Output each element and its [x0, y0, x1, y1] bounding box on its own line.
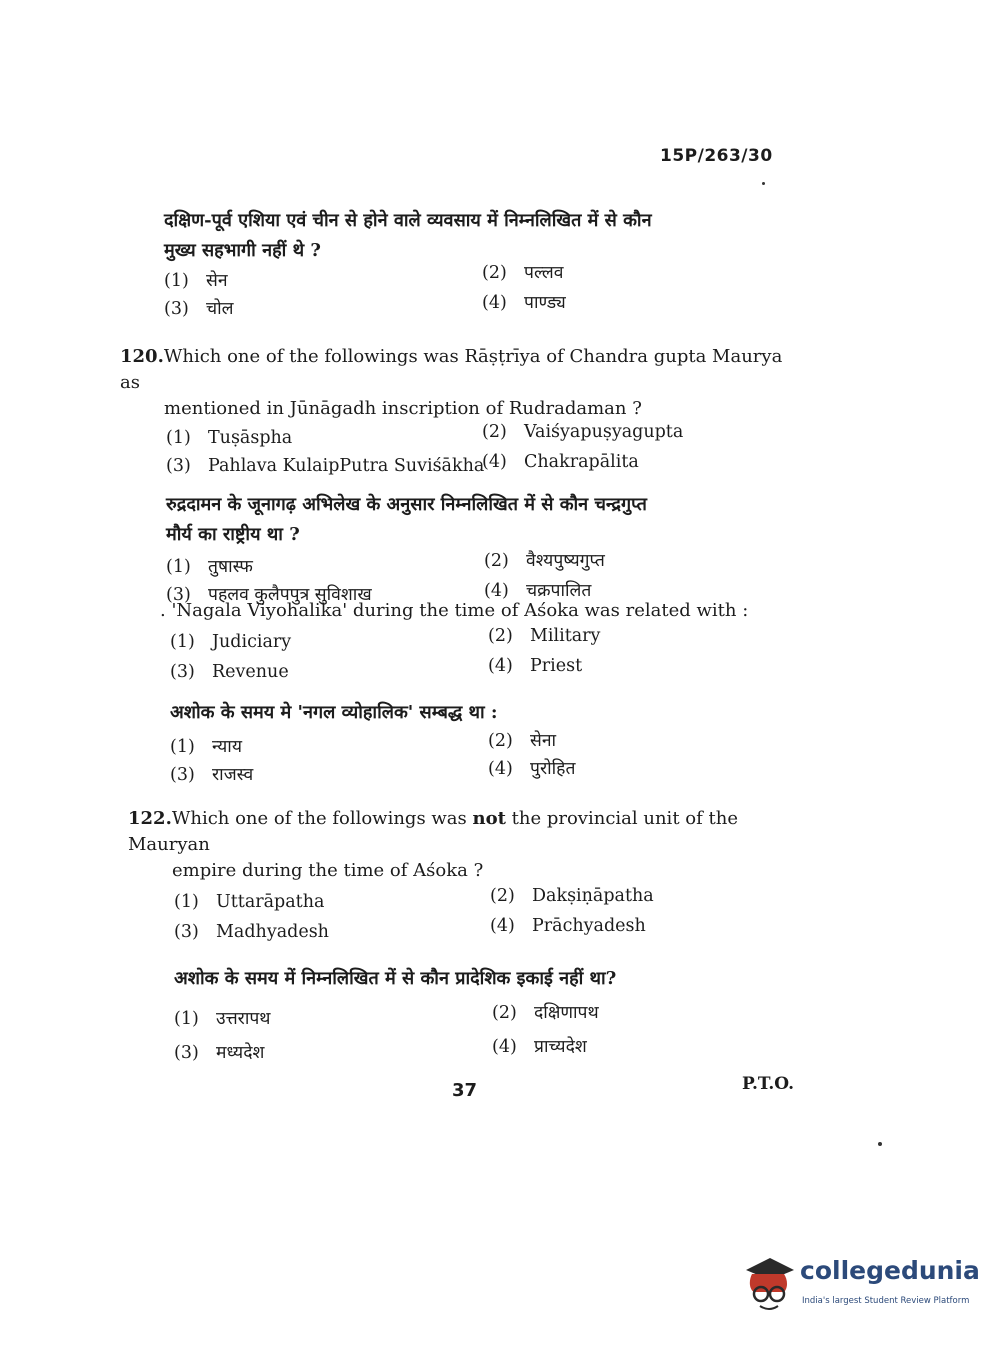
option-2: (2) Dakṣiṇāpatha [490, 886, 654, 906]
option-4: (4) प्राच्यदेश [492, 1037, 587, 1057]
brand-name: collegedunia [800, 1256, 980, 1285]
q120-options [166, 422, 800, 486]
collegedunia-watermark [740, 1250, 980, 1320]
speck [762, 182, 765, 185]
option-1: (1) न्याय [170, 737, 242, 757]
q120-hindi-line-1: रुद्रदामन के जूनागढ़ अभिलेख के अनुसार निम्नलिखित में से कौन चन्द्रगुप्त [166, 494, 647, 515]
option-2: (2) पल्लव [482, 263, 564, 283]
brand-tagline: India's largest Student Review Platform [802, 1296, 970, 1306]
q121-english: . 'Nagala Viyohalika' during the time of Aśoka was related with : [160, 600, 749, 621]
pto-label: P.T.O. [742, 1074, 794, 1094]
option-4: (4) पुरोहित [488, 759, 576, 779]
q121-hindi-options [170, 732, 800, 792]
option-1: (1) Uttarāpatha [174, 892, 325, 912]
q121-options [170, 626, 800, 690]
option-4: (4) चक्रपालित [484, 581, 592, 601]
option-1: (1) तुषास्फ [166, 557, 253, 577]
q119-hindi-line-2: मुख्य सहभागी नहीं थे ? [164, 240, 321, 261]
option-2: (2) दक्षिणापथ [492, 1003, 599, 1023]
q119-hindi-options [164, 263, 804, 328]
q120-hindi [166, 490, 800, 550]
page-number: 37 [452, 1080, 478, 1101]
mascot-icon [740, 1252, 798, 1316]
question-119 [164, 206, 804, 328]
q120-english: 120.Which one of the followings was Rāṣṭrīya of Chandra gupta Maurya as [120, 346, 783, 393]
question-121 [160, 598, 800, 792]
q122-english-line-2: empire during the time of Aśoka ? [172, 860, 484, 881]
speck [878, 1142, 882, 1146]
option-4: (4) Chakrapālita [482, 452, 639, 472]
option-4: (4) Priest [488, 656, 583, 676]
option-3: (3) राजस्व [170, 765, 254, 785]
option-4: (4) पाण्ड्य [482, 293, 566, 313]
q122-options [174, 886, 808, 950]
option-2: (2) वैश्यपुष्यगुप्त [484, 551, 605, 571]
option-1: (1) उत्तरापथ [174, 1009, 271, 1029]
q122-hindi-options [174, 1004, 808, 1064]
q120-number: 120. [120, 346, 164, 367]
option-3: (3) मध्यदेश [174, 1043, 265, 1063]
q119-hindi-line-1: दक्षिण-पूर्व एशिया एवं चीन से होने वाले व्यवसाय में निम्नलिखित में से कौन [164, 210, 652, 231]
emphasis-not: not [472, 808, 506, 829]
q122-hindi: अशोक के समय में निम्नलिखित में से कौन प्रादेशिक इकाई नहीं था? [174, 968, 617, 989]
q122-english: 122.Which one of the followings was not the provincial unit of the Mauryan [128, 808, 738, 855]
option-2: (2) सेना [488, 731, 557, 751]
option-2: (2) Vaiśyapuṣyagupta [482, 422, 684, 442]
option-3: (3) Revenue [170, 662, 289, 682]
question-122 [128, 806, 808, 1064]
option-3: (3) पहलव कुलैपपुत्र सुविशाख [166, 585, 372, 605]
option-1: (1) Tuṣāspha [166, 428, 293, 448]
q120-hindi-line-2: मौर्य का राष्ट्रीय था ? [166, 524, 300, 545]
option-4: (4) Prāchyadesh [490, 916, 646, 936]
q120-english-line-2: mentioned in Jūnāgadh inscription of Rudradaman ? [164, 398, 642, 419]
option-3: (3) Pahlava KulaipPutra Suviśākha [166, 456, 485, 476]
option-2: (2) Military [488, 626, 601, 646]
paper-code: 15P/263/30 [660, 146, 773, 166]
option-3: (3) Madhyadesh [174, 922, 329, 942]
question-120 [120, 344, 800, 612]
option-1: (1) Judiciary [170, 632, 292, 652]
q121-hindi: अशोक के समय मे 'नगल व्योहालिक' सम्बद्ध था : [170, 702, 498, 723]
option-1: (1) सेन [164, 271, 228, 291]
q122-number: 122. [128, 808, 172, 829]
option-3: (3) चोल [164, 299, 234, 319]
